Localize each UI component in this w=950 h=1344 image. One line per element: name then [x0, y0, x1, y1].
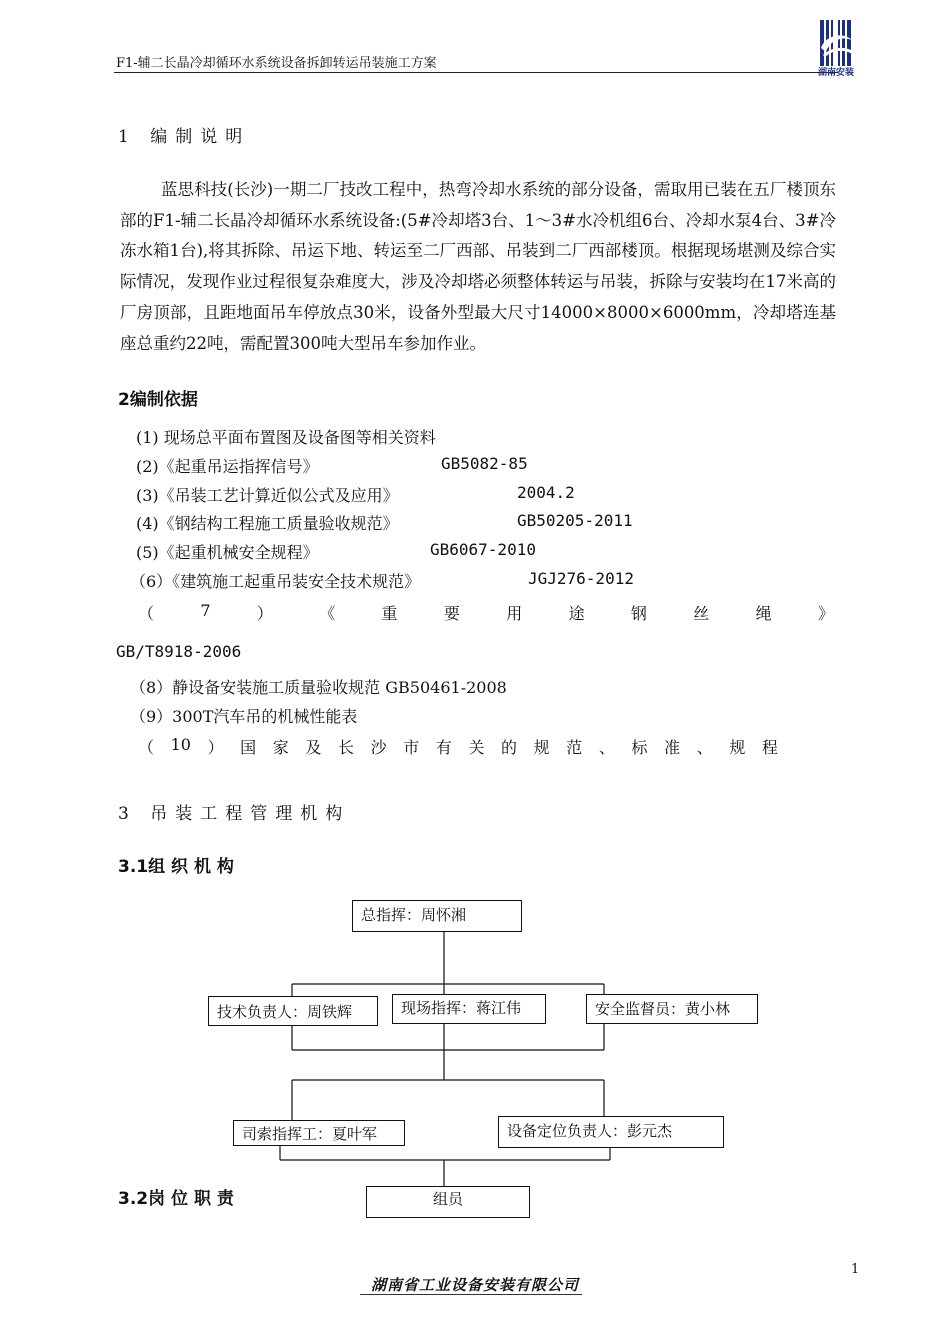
item10-char: 、 [696, 738, 713, 757]
org-box-rigger: 司索指挥工：夏叶军 [233, 1120, 405, 1146]
item10-char: ） [207, 738, 224, 757]
section1-heading: 1 编制说明 [118, 127, 251, 147]
org-box-positioning: 设备定位负责人：彭元杰 [498, 1116, 724, 1148]
reference-item-4: (4)《钢结构工程施工质量验收规范》 [136, 514, 399, 533]
org-box-safety: 安全监督员：黄小林 [586, 994, 758, 1024]
item10-char: 、 [598, 738, 615, 757]
section2-heading: 2编制依据 [118, 390, 198, 410]
item10-char: 10 [170, 735, 191, 754]
item10-char: 关 [468, 738, 485, 757]
item7-char: 》 [817, 604, 834, 623]
item7-char: 重 [381, 604, 398, 623]
item7-char: 7 [200, 601, 211, 620]
reference-item-9: （9）300T汽车吊的机械性能表 [130, 707, 358, 726]
org-box-tech-lead: 技术负责人：周铁辉 [208, 996, 378, 1026]
item10-char: 沙 [370, 738, 387, 757]
section1-body: 蓝思科技(长沙)一期二厂技改工程中，热弯冷却水系统的部分设备，需取用已装在五厂楼顶东部的F1-辅二长晶冷却循环水系统设备:(5#冷却塔3台、1～3#水冷机组6台、冷却水泵4台、3#冷冻水箱1台),将其拆除、吊运下地、转运至二厂西部、吊装到二厂西部楼顶。根据现场堪测及综合实际情况，发现作业过程很复杂难度大，涉及冷却塔必须整体转运与吊装，拆除与安装均在17米高的厂房顶部，且距地面吊车停放点30米，设备外型最大尺寸14000×8000×6000mm，冷却塔连基座总重约22吨，需配置300吨大型吊车参加作业。 [120, 180, 836, 353]
item7-char: 要 [443, 604, 460, 623]
reference-item-3: (3)《吊装工艺计算近似公式及应用》 [136, 486, 399, 505]
logo-text: 湖南安装 [818, 68, 855, 78]
section3-heading: 3 吊装工程管理机构 [118, 804, 351, 824]
reference-code-2: GB5082-85 [441, 454, 528, 473]
header-title: F1-辅二长晶冷却循环水系统设备拆卸转运吊装施工方案 [116, 56, 437, 71]
reference-code-4: GB50205-2011 [517, 511, 633, 530]
item10-char: 国 [240, 738, 257, 757]
item10-char: （ [138, 738, 155, 757]
reference-item-2: (2)《起重吊运指挥信号》 [136, 457, 319, 476]
item7-char: 用 [506, 604, 523, 623]
reference-item-5: (5)《起重机械安全规程》 [136, 543, 319, 562]
org-box-site-lead: 现场指挥：蒋江伟 [392, 994, 546, 1024]
page-number: 1 [851, 1262, 860, 1277]
section3-2-heading: 3.2岗 位 职 责 [118, 1189, 234, 1209]
item7-char: ） [256, 604, 273, 623]
item7-char: 钢 [630, 604, 647, 623]
reference-code-3: 2004.2 [517, 483, 575, 502]
item10-char: 长 [338, 738, 355, 757]
item10-char: 标 [631, 738, 648, 757]
reference-item-1: (1) 现场总平面布置图及设备图等相关资料 [136, 428, 436, 447]
item10-char: 市 [403, 738, 420, 757]
item10-char: 范 [566, 738, 583, 757]
reference-item-6: （6）《建筑施工起重吊装安全技术规范》 [130, 572, 421, 591]
item10-char: 家 [272, 738, 289, 757]
item10-char: 及 [305, 738, 322, 757]
reference-code-7: GB/T8918-2006 [116, 642, 242, 661]
item7-char: 丝 [693, 604, 710, 623]
footer-rule [360, 1294, 582, 1295]
footer-company: 湖南省工业设备安装有限公司 [370, 1276, 579, 1294]
item10-char: 规 [729, 738, 746, 757]
item10-char: 准 [664, 738, 681, 757]
section3-1-heading: 3.1组 织 机 构 [118, 857, 234, 877]
org-box-commander: 总指挥：周怀湘 [352, 900, 522, 932]
item10-char: 有 [435, 738, 452, 757]
item10-char: 的 [501, 738, 518, 757]
item7-char: 《 [319, 604, 336, 623]
item10-char: 程 [761, 738, 778, 757]
item10-char: 规 [533, 738, 550, 757]
reference-code-5: GB6067-2010 [430, 540, 536, 559]
item7-char: 途 [568, 604, 585, 623]
item7-char: 绳 [755, 604, 772, 623]
reference-code-6: JGJ276-2012 [528, 569, 634, 588]
item7-char: （ [138, 604, 155, 623]
reference-item-8: （8）静设备安装施工质量验收规范 GB50461-2008 [130, 678, 507, 697]
org-box-members: 组员 [366, 1186, 530, 1218]
